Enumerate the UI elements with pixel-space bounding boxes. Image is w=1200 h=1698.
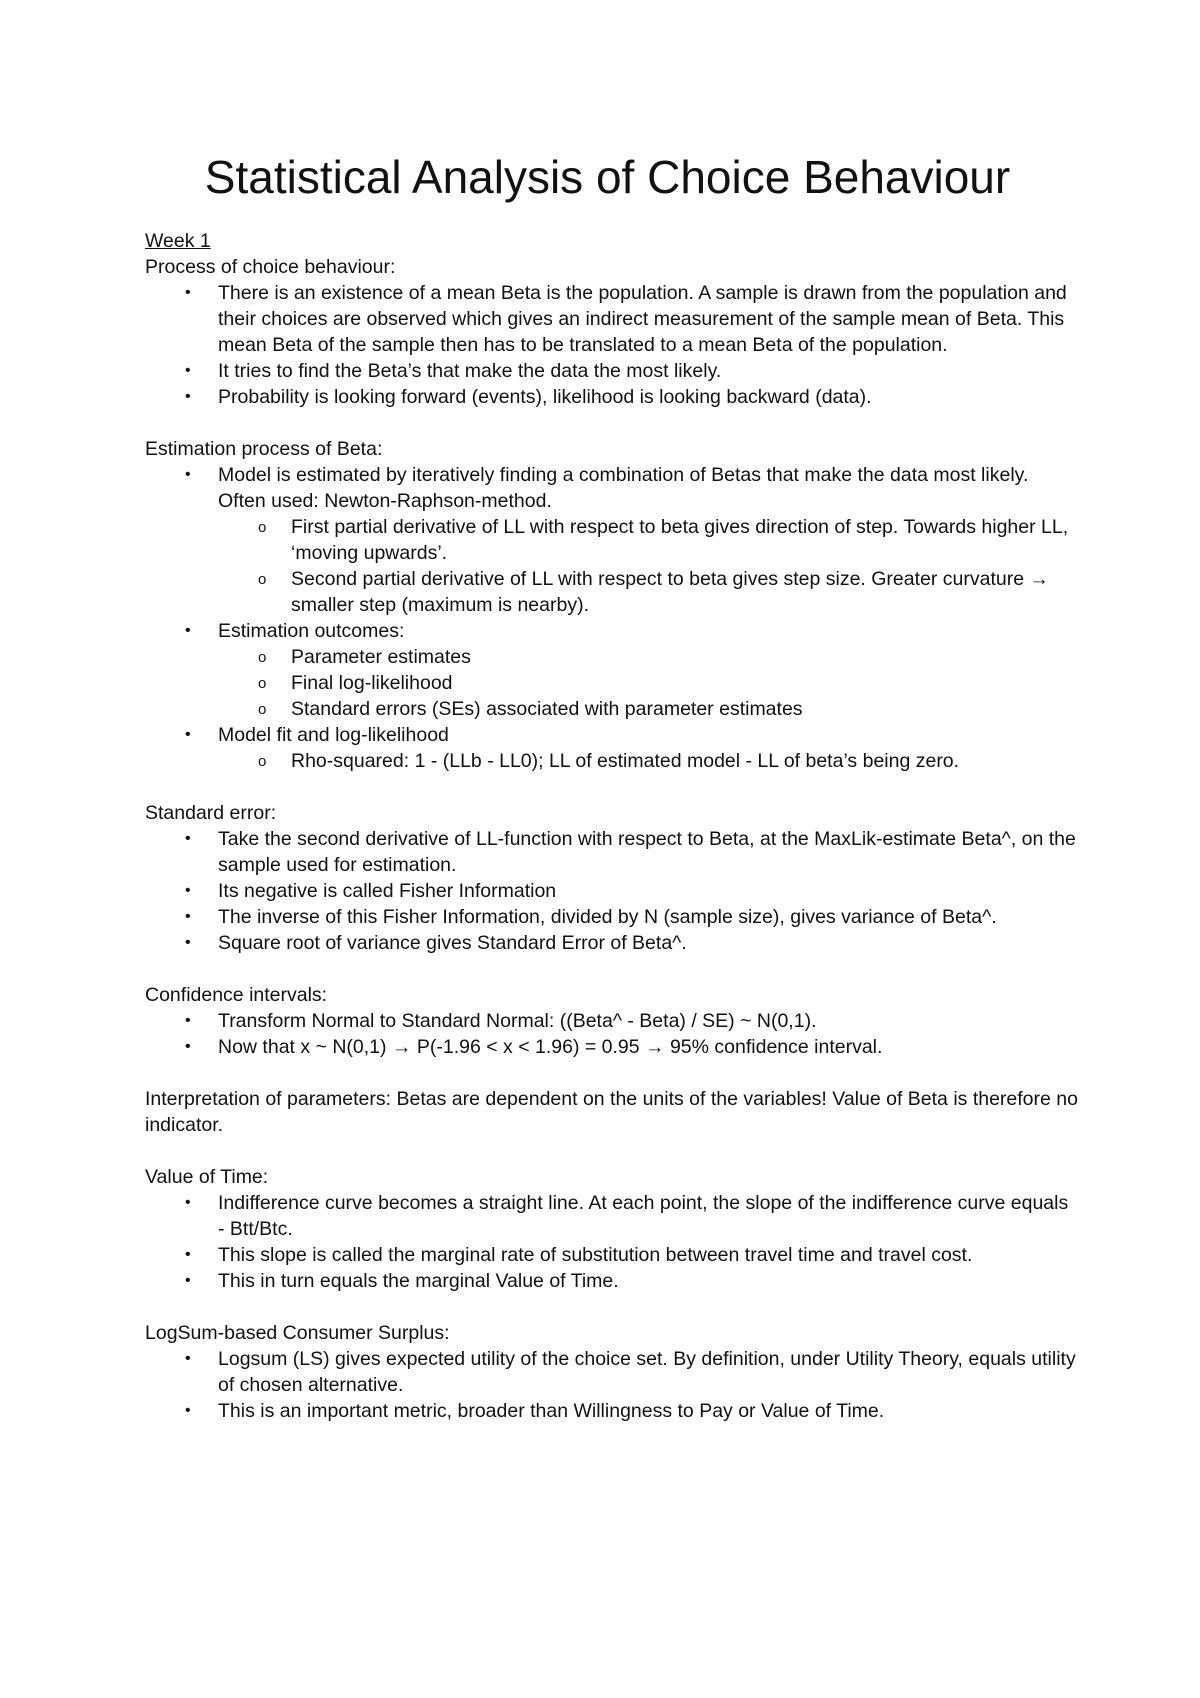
list-item-text: This slope is called the marginal rate of substitution between travel time and travel cost.: [218, 1244, 973, 1266]
sub-list-item: [218, 644, 1080, 670]
list-item: [145, 618, 1080, 722]
list-item-text: The inverse of this Fisher Information, divided by N (sample size), gives variance of Beta^.: [218, 906, 997, 928]
section-heading: Standard error:: [145, 802, 277, 824]
list-item-text: Its negative is called Fisher Information: [218, 880, 557, 902]
sub-bullet-circle-icon: o: [258, 519, 267, 536]
list-item: [145, 904, 1080, 930]
bullet-dot-icon: •: [185, 1194, 191, 1211]
sub-list-item-text: Standard errors (SEs) associated with parameter estimates: [291, 698, 803, 720]
list-item: [145, 1398, 1080, 1424]
list-item: [145, 462, 1080, 618]
bullet-dot-icon: •: [185, 1402, 191, 1419]
list-item-text: Model is estimated by iteratively finding a combination of Betas that make the data most likely. Often used: Newton-Raphson-method.: [218, 464, 1029, 512]
section-heading: Confidence intervals:: [145, 984, 328, 1006]
sub-bullet-circle-icon: o: [258, 675, 267, 692]
bullet-dot-icon: •: [185, 1038, 191, 1055]
sub-list-item-text: Parameter estimates: [291, 646, 471, 668]
sub-list-item-text: First partial derivative of LL with respect to beta gives direction of step. Towards higher LL, ‘moving upwards’.: [291, 516, 1069, 564]
sub-list-item: [218, 748, 1080, 774]
list-item: [145, 722, 1080, 774]
section-heading: Interpretation of parameters: Betas are dependent on the units of the variables! Value of Beta is therefore no indicator.: [145, 1088, 1078, 1136]
sub-bullet-circle-icon: o: [258, 649, 267, 666]
list-item: [145, 280, 1080, 358]
sub-list-item-text: Second partial derivative of LL with respect to beta gives step size. Greater curvature → smaller step (maximum is nearby).: [291, 568, 1049, 616]
bullet-dot-icon: •: [185, 1246, 191, 1263]
bullet-dot-icon: •: [185, 1272, 191, 1289]
list-item-text: Logsum (LS) gives expected utility of the choice set. By definition, under Utility Theory, equals utility of chosen alternative.: [218, 1348, 1076, 1396]
section: [145, 436, 1080, 774]
bullet-dot-icon: •: [185, 622, 191, 639]
sub-list-item-text: Final log-likelihood: [291, 672, 453, 694]
section-heading: Value of Time:: [145, 1166, 269, 1188]
section-heading: Process of choice behaviour:: [145, 256, 396, 278]
list-item-text: This is an important metric, broader than Willingness to Pay or Value of Time.: [218, 1400, 885, 1422]
list-item-text: It tries to find the Beta’s that make the data the most likely.: [218, 360, 722, 382]
list-item-text: There is an existence of a mean Beta is the population. A sample is drawn from the population and their choices are observed which gives an indirect measurement of the sample mean of Beta. This mean Beta of the sample then has to be translated to a mean Beta of the population.: [218, 282, 1067, 356]
list-item: [145, 826, 1080, 878]
sub-bullet-list: [218, 644, 1080, 722]
list-item-text: Probability is looking forward (events), likelihood is looking backward (data).: [218, 386, 872, 408]
list-item: [145, 930, 1080, 956]
sub-list-item: [218, 566, 1080, 618]
bullet-list: [145, 826, 1080, 956]
bullet-list: [145, 462, 1080, 774]
section-heading: Estimation process of Beta:: [145, 438, 383, 460]
bullet-list: [145, 1190, 1080, 1294]
bullet-dot-icon: •: [185, 934, 191, 951]
bullet-dot-icon: •: [185, 362, 191, 379]
sub-bullet-list: [218, 514, 1080, 618]
document-body: [145, 228, 1080, 1424]
bullet-list: [145, 1346, 1080, 1424]
list-item-text: Now that x ~ N(0,1) → P(-1.96 < x < 1.96) = 0.95 → 95% confidence interval.: [218, 1036, 883, 1058]
sub-bullet-circle-icon: o: [258, 753, 267, 770]
bullet-dot-icon: •: [185, 726, 191, 743]
sub-bullet-list: [218, 748, 1080, 774]
list-item: [145, 1190, 1080, 1242]
list-item: [145, 1008, 1080, 1034]
sub-bullet-circle-icon: o: [258, 701, 267, 718]
section: [145, 1164, 1080, 1294]
list-item-text: Estimation outcomes:: [218, 620, 405, 642]
bullet-dot-icon: •: [185, 284, 191, 301]
sub-list-item-text: Rho-squared: 1 - (LLb - LL0); LL of estimated model - LL of beta’s being zero.: [291, 750, 960, 772]
list-item-text: This in turn equals the marginal Value of Time.: [218, 1270, 619, 1292]
sub-list-item: [218, 696, 1080, 722]
sub-list-item: [218, 670, 1080, 696]
bullet-dot-icon: •: [185, 882, 191, 899]
list-item-text: Indifference curve becomes a straight line. At each point, the slope of the indifference curve equals - Btt/Btc.: [218, 1192, 1069, 1240]
list-item: [145, 1034, 1080, 1060]
list-item: [145, 878, 1080, 904]
bullet-dot-icon: •: [185, 466, 191, 483]
list-item: [145, 1346, 1080, 1398]
list-item-text: Take the second derivative of LL-function with respect to Beta, at the MaxLik-estimate Beta^, on the sample used for estimation.: [218, 828, 1076, 876]
section: [145, 800, 1080, 956]
list-item: [145, 384, 1080, 410]
section: [145, 982, 1080, 1060]
section: [145, 1086, 1080, 1138]
section-heading: LogSum-based Consumer Surplus:: [145, 1322, 450, 1344]
sub-list-item: [218, 514, 1080, 566]
bullet-list: [145, 1008, 1080, 1060]
bullet-dot-icon: •: [185, 388, 191, 405]
document-title: Statistical Analysis of Choice Behaviour: [204, 151, 1011, 203]
sub-bullet-circle-icon: o: [258, 571, 267, 588]
section: [145, 1320, 1080, 1424]
list-item: [145, 358, 1080, 384]
list-item-text: Square root of variance gives Standard Error of Beta^.: [218, 932, 687, 954]
section: [145, 254, 1080, 410]
bullet-list: [145, 280, 1080, 410]
bullet-dot-icon: •: [185, 1350, 191, 1367]
list-item: [145, 1268, 1080, 1294]
list-item-text: Model fit and log-likelihood: [218, 724, 449, 746]
week-heading: Week 1: [145, 230, 211, 252]
bullet-dot-icon: •: [185, 908, 191, 925]
bullet-dot-icon: •: [185, 1012, 191, 1029]
list-item-text: Transform Normal to Standard Normal: ((Beta^ - Beta) / SE) ~ N(0,1).: [218, 1010, 817, 1032]
list-item: [145, 1242, 1080, 1268]
bullet-dot-icon: •: [185, 830, 191, 847]
